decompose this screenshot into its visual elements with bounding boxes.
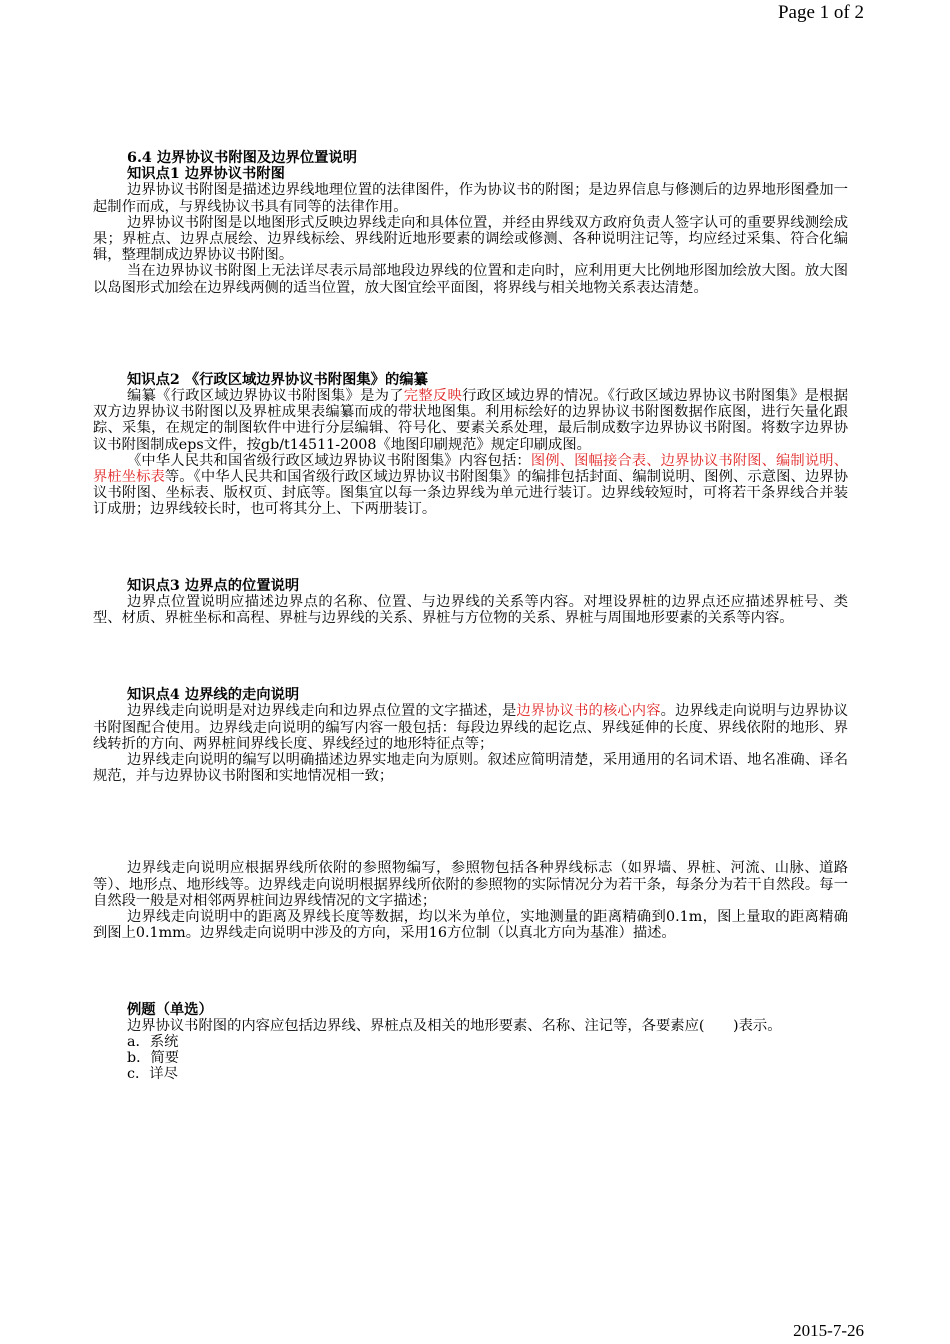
example-option: c．详尽	[127, 1066, 178, 1083]
k2-highlight-1: 完整反映	[403, 388, 463, 405]
section-title: 6.4 边界协议书附图及边界位置说明	[127, 150, 358, 166]
k4-highlight: 边界协议书的核心内容	[516, 703, 661, 720]
k4-paragraph-1: 边界线走向说明是对边界线走向和边界点位置的文字描述，是边界协议书的核心内容。边界线走向说明与边界协议书附图配合使用。边界线走向说明的编写内容一般包括：每段边界线的起讫点、界线延伸的长度、界线依附的地形、界线转折的方向、两界桩间界线长度、界线经过的地形特征点等；	[93, 703, 849, 752]
k2-highlight-2: 图例、图幅接合表、边界协议书附图、编制说明、界桩坐标表	[93, 452, 848, 486]
example-question: 边界协议书附图的内容应包括边界线、界桩点及相关的地形要素、名称、注记等，各要素应( )表示。	[127, 1017, 782, 1034]
k1-paragraph-3: 当在边界协议书附图上无法详尽表示局部地段边界线的位置和走向时，应利用更大比例地形图加绘放大图。放大图以岛图形式加绘在边界线两侧的适当位置，放大图宜绘平面图，将界线与相关地物关系表达清楚。	[93, 263, 848, 296]
k1-paragraph-1: 边界协议书附图是描述边界线地理位置的法律图件，作为协议书的附图；是边界信息与修测后的边界地形图叠加一起制作而成，与界线协议书具有同等的法律作用。	[93, 182, 848, 215]
k1-paragraph-2: 边界协议书附图是以地图形式反映边界线走向和具体位置，并经由界线双方政府负责人签字认可的重要界线测绘成果；界桩点、边界点展绘、边界线标绘、界线附近地形要素的调绘或修测、各种说明注记等，均应经过采集、符合化编辑，整理制成边界协议书附图。	[93, 214, 848, 264]
k4-title: 知识点4 边界线的走向说明	[127, 687, 300, 704]
example-option: b．简要	[127, 1050, 180, 1067]
footer-date: 2015-7-26	[793, 1321, 864, 1340]
page-number: Page 1 of 2	[777, 2, 864, 23]
k4-paragraph-4: 边界线走向说明中的距离及界线长度等数据，均以米为单位，实地测量的距离精确到0.1m，图上量取的距离精确到图上0.1mm。边界线走向说明中涉及的方向，采用16方位制（以真北方向为基准）描述。	[93, 909, 848, 942]
k2-paragraph-2: 《中华人民共和国省级行政区域边界协议书附图集》内容包括：图例、图幅接合表、边界协议书附图、编制说明、界桩坐标表等。《中华人民共和国省级行政区域边界协议书附图集》的编排包括封面、编制说明、图例、示意图、边界协议书附图、坐标表、版权页、封底等。图集宜以每一条边界线为单元进行装订。边界线较短时，可将若干条界线合并装订成册；边界线较长时，也可将其分上、下两册装订。	[93, 452, 848, 518]
k4-paragraph-3: 边界线走向说明应根据界线所依附的参照物编写，参照物包括各种界线标志（如界墙、界桩、河流、山脉、道路等）、地形点、地形线等。边界线走向说明根据界线所依附的参照物的实际情况分为若干条，每条分为若干自然段。每一自然段一般是对相邻两界桩间边界线情况的文字描述；	[93, 860, 848, 909]
document-body	[93, 150, 848, 1083]
k2-paragraph-1: 编纂《行政区域边界协议书附图集》是为了完整反映行政区域边界的情况。《行政区域边界协议书附图集》是根据双方边界协议书附图以及界桩成果表编纂而成的带状地图集。利用标绘好的边界协议书附图数据作底图，进行矢量化跟踪、采集，在规定的制图软件中进行分层编辑、符号化、要素关系处理，最后制成数字边界协议书附图。将数字边界协议书附图制成eps文件，按gb/t14511-2008《地图印刷规范》规定印刷成图。	[93, 388, 848, 453]
k1-title: 知识点1 边界协议书附图	[127, 166, 285, 183]
example-option: a．系统	[127, 1033, 179, 1050]
k3-title: 知识点3 边界点的位置说明	[127, 577, 300, 594]
example-title: 例题（单选）	[127, 1001, 213, 1018]
k4-paragraph-2: 边界线走向说明的编写以明确描述边界实地走向为原则。叙述应简明清楚，采用通用的名词术语、地名准确、译名规范，并与边界协议书附图和实地情况相一致；	[93, 752, 848, 785]
k3-paragraph-1: 边界点位置说明应描述边界点的名称、位置、与边界线的关系等内容。对埋设界桩的边界点还应描述界桩号、类型、材质、界桩坐标和高程、界桩与边界线的关系、界桩与方位物的关系、界桩与周围地形要素的关系等内容。	[93, 593, 848, 627]
k2-title: 知识点2 《行政区域边界协议书附图集》的编纂	[127, 371, 428, 388]
